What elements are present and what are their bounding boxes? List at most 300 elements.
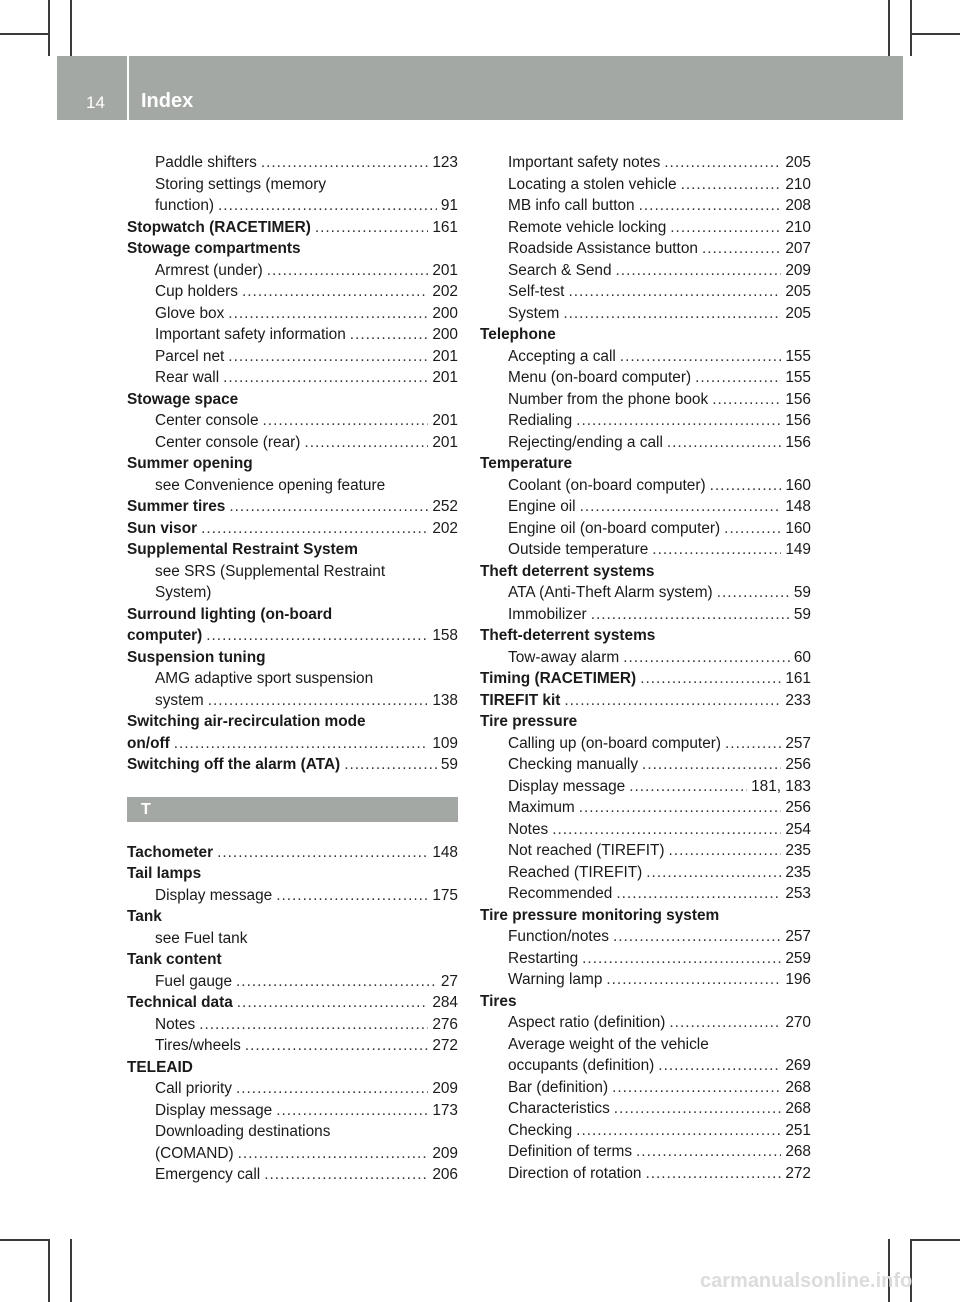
page-reference[interactable]: 276 [432, 1015, 458, 1033]
page-reference[interactable]: 254 [785, 820, 811, 838]
entry-text: system [155, 691, 204, 709]
index-column-right [480, 152, 811, 1184]
leader-dots [218, 195, 437, 217]
entry-text: Tires [480, 992, 517, 1010]
index-subentry[interactable] [127, 281, 458, 303]
crop-mark [910, 0, 912, 56]
leader-dots [263, 410, 429, 432]
index-subentry [127, 475, 458, 497]
index-column-left [127, 152, 458, 1186]
entry-text: Armrest (under) [155, 261, 263, 279]
leader-dots [642, 754, 781, 776]
index-subentry[interactable] [480, 367, 811, 389]
entry-text: Notes [155, 1015, 196, 1033]
page-reference[interactable]: 268 [785, 1143, 811, 1160]
entry-text: Search & Send [508, 261, 612, 279]
page-reference[interactable]: 256 [785, 799, 811, 816]
index-subentry [480, 1034, 811, 1056]
index-subentry[interactable] [480, 797, 811, 819]
index-subentry[interactable] [480, 518, 811, 540]
page-reference[interactable]: 155 [785, 347, 811, 365]
entry-text: Notes [508, 820, 549, 838]
entry-text: Accepting a call [508, 347, 616, 365]
entry-text: see Convenience opening feature [155, 476, 386, 494]
page-reference[interactable]: 200 [432, 304, 458, 322]
leader-dots [237, 992, 429, 1014]
page-reference[interactable]: 206 [432, 1166, 458, 1183]
page-reference[interactable]: 205 [785, 154, 811, 171]
leader-dots [658, 1055, 781, 1077]
page-reference[interactable]: 155 [785, 369, 811, 386]
page-reference[interactable]: 210 [785, 218, 811, 236]
leader-dots [725, 733, 781, 755]
page-reference[interactable]: 207 [785, 240, 811, 257]
leader-dots [616, 260, 782, 282]
index-subentry[interactable] [480, 346, 811, 368]
entry-text: Display message [508, 777, 626, 795]
index-subentry[interactable] [480, 217, 811, 239]
crop-mark [888, 0, 890, 56]
entry-text: see SRS (Supplemental Restraint [155, 562, 386, 580]
entry-text: ATA (Anti-Theft Alarm system) [508, 584, 713, 601]
page-reference[interactable]: 160 [785, 476, 811, 494]
index-subentry[interactable] [480, 582, 811, 604]
index-subentry[interactable] [480, 1055, 811, 1077]
index-subentry[interactable] [127, 346, 458, 368]
index-entry[interactable] [127, 625, 458, 647]
page-reference[interactable]: 202 [432, 283, 458, 300]
index-subentry[interactable] [127, 152, 458, 174]
crop-mark [910, 33, 960, 35]
index-subentry[interactable] [127, 195, 458, 217]
index-subentry[interactable] [480, 604, 811, 626]
entry-text: Not reached (TIREFIT) [508, 842, 665, 859]
leader-dots [201, 518, 428, 540]
leader-dots [564, 690, 781, 712]
page-reference[interactable]: 201 [432, 433, 458, 451]
page-reference[interactable]: 123 [432, 154, 458, 171]
page-reference[interactable]: 149 [785, 541, 811, 558]
index-entry [127, 906, 458, 928]
page-reference[interactable]: 200 [432, 326, 458, 343]
index-subentry[interactable] [127, 690, 458, 712]
entry-text: Rejecting/ending a call [508, 433, 663, 451]
entry-text: Locating a stolen vehicle [508, 175, 677, 193]
index-subentry [127, 928, 458, 950]
index-subentry[interactable] [127, 324, 458, 346]
page-reference[interactable]: 91 [440, 197, 458, 214]
page-reference[interactable]: 175 [432, 886, 458, 904]
entry-text: Tail lamps [127, 865, 202, 882]
leader-dots [552, 819, 781, 841]
index-subentry[interactable] [480, 238, 811, 260]
page-reference[interactable]: 181, 183 [751, 777, 811, 795]
leader-dots [315, 217, 428, 239]
page-number: 14 [86, 93, 105, 112]
leader-dots [217, 842, 428, 864]
page-reference[interactable]: 109 [432, 734, 458, 752]
page-reference[interactable]: 201 [432, 412, 458, 429]
leader-dots [640, 668, 781, 690]
leader-dots [652, 539, 781, 561]
entry-text: Paddle shifters [155, 154, 257, 171]
index-entry [480, 561, 811, 583]
leader-dots [568, 281, 781, 303]
crop-mark [0, 33, 50, 35]
entry-text: Glove box [155, 304, 225, 322]
entry-text: Suspension tuning [127, 648, 266, 666]
page-reference[interactable]: 156 [785, 433, 811, 451]
index-subentry[interactable] [480, 303, 811, 325]
entry-text: on/off [127, 734, 170, 752]
index-subentry[interactable] [480, 754, 811, 776]
leader-dots [681, 174, 782, 196]
entry-text: Center console (rear) [155, 433, 301, 451]
index-subentry[interactable] [480, 883, 811, 905]
leader-dots [623, 647, 790, 669]
entry-text: Warning lamp [508, 971, 603, 988]
leader-dots [710, 475, 782, 497]
index-subentry[interactable] [127, 1143, 458, 1165]
page-reference[interactable]: 209 [785, 261, 811, 279]
leader-dots [582, 948, 781, 970]
entry-text: Stowage space [127, 390, 239, 408]
leader-dots [616, 883, 781, 905]
page-reference[interactable]: 138 [432, 691, 458, 709]
leader-dots [695, 367, 781, 389]
crop-mark [48, 0, 50, 56]
entry-text: MB info call button [508, 197, 635, 214]
page-reference[interactable]: 253 [785, 885, 811, 902]
page-reference[interactable]: 209 [432, 1144, 458, 1162]
page-reference[interactable]: 268 [785, 1100, 811, 1117]
entry-text: Emergency call [155, 1166, 261, 1183]
index-entry [480, 991, 811, 1013]
entry-text: Display message [155, 886, 273, 904]
page-reference[interactable]: 235 [785, 863, 811, 881]
page-reference[interactable]: 60 [793, 648, 811, 666]
index-entry [127, 604, 458, 626]
page-reference[interactable]: 27 [440, 972, 458, 990]
page-reference[interactable]: 251 [785, 1121, 811, 1139]
leader-dots [612, 1077, 781, 1099]
entry-text: Switching off the alarm (ATA) [127, 756, 341, 773]
page-reference[interactable]: 210 [785, 175, 811, 193]
entry-text: Immobilizer [508, 605, 587, 623]
entry-text: Checking [508, 1121, 573, 1139]
index-entry [127, 863, 458, 885]
crop-mark [910, 1239, 960, 1241]
page-reference[interactable]: 256 [785, 756, 811, 773]
entry-text: Remote vehicle locking [508, 218, 667, 236]
entry-text: Stopwatch (RACETIMER) [127, 218, 311, 236]
entry-text: Checking manually [508, 756, 639, 773]
entry-text: Engine oil (on-board computer) [508, 519, 721, 537]
index-subentry[interactable] [127, 1100, 458, 1122]
index-entry[interactable] [127, 754, 458, 776]
entry-text: Tachometer [127, 843, 214, 861]
index-subentry[interactable] [480, 389, 811, 411]
entry-text: Supplemental Restraint System [127, 541, 358, 558]
index-subentry [127, 1121, 458, 1143]
leader-dots [639, 195, 782, 217]
leader-dots [667, 432, 781, 454]
entry-text: Recommended [508, 885, 613, 902]
crop-mark [0, 1239, 50, 1241]
page-reference[interactable]: 205 [785, 283, 811, 300]
index-subentry[interactable] [480, 260, 811, 282]
index-subentry[interactable] [480, 539, 811, 561]
index-entry [127, 238, 458, 260]
entry-text: see Fuel tank [155, 929, 248, 947]
entry-text: Fuel gauge [155, 972, 233, 990]
leader-dots [629, 776, 747, 798]
index-subentry[interactable] [480, 432, 811, 454]
entry-text: Timing (RACETIMER) [480, 670, 637, 687]
page-reference[interactable]: 148 [432, 843, 458, 861]
page-reference[interactable]: 272 [432, 1037, 458, 1054]
index-entry [480, 324, 811, 346]
leader-dots [712, 389, 781, 411]
section-title: Index [141, 90, 194, 112]
index-subentry[interactable] [480, 840, 811, 862]
index-entry [480, 905, 811, 927]
page-reference[interactable]: 259 [785, 949, 811, 967]
index-subentry [127, 174, 458, 196]
entry-text: Tank [127, 908, 162, 925]
index-subentry[interactable] [480, 1163, 811, 1185]
crop-mark [48, 1239, 50, 1302]
index-subentry[interactable] [127, 971, 458, 993]
page-reference[interactable]: 235 [785, 842, 811, 859]
index-entry[interactable] [127, 518, 458, 540]
leader-dots [228, 303, 428, 325]
index-subentry[interactable] [127, 1078, 458, 1100]
entry-text: Function/notes [508, 928, 609, 945]
entry-text: Theft-deterrent systems [480, 627, 656, 644]
index-subentry[interactable] [480, 281, 811, 303]
index-entry [127, 949, 458, 971]
page-reference[interactable]: 272 [785, 1164, 811, 1182]
page-reference[interactable]: 156 [785, 412, 811, 429]
entry-text: Sun visor [127, 519, 198, 537]
entry-text: Temperature [480, 455, 573, 472]
page-reference[interactable]: 268 [785, 1078, 811, 1096]
leader-dots [245, 1035, 428, 1057]
leader-dots [724, 518, 781, 540]
page-reference[interactable]: 59 [793, 605, 811, 623]
leader-dots [261, 152, 429, 174]
index-subentry[interactable] [480, 647, 811, 669]
entry-text: Menu (on-board computer) [508, 369, 692, 386]
index-subentry[interactable] [480, 152, 811, 174]
leader-dots [242, 281, 428, 303]
leader-dots [576, 410, 781, 432]
page-reference[interactable]: 148 [785, 498, 811, 515]
leader-dots [576, 1120, 781, 1142]
leader-dots [350, 324, 429, 346]
entry-text: Redialing [508, 412, 573, 429]
page-reference[interactable]: 202 [432, 519, 458, 537]
leader-dots [276, 885, 428, 907]
entry-text: Switching air-recirculation mode [127, 713, 366, 730]
index-entry[interactable] [127, 733, 458, 755]
entry-text: Coolant (on-board computer) [508, 476, 706, 494]
page-reference[interactable]: 208 [785, 197, 811, 214]
index-subentry[interactable] [480, 1120, 811, 1142]
index-subentry[interactable] [480, 948, 811, 970]
page-reference[interactable]: 196 [785, 971, 811, 988]
index-subentry[interactable] [480, 733, 811, 755]
entry-text: Stowage compartments [127, 240, 301, 257]
index-entry[interactable] [127, 496, 458, 518]
leader-dots [580, 496, 782, 518]
page-reference[interactable]: 205 [785, 304, 811, 322]
index-subentry[interactable] [480, 926, 811, 948]
entry-text: (COMAND) [155, 1144, 234, 1162]
leader-dots [646, 862, 781, 884]
leader-dots [702, 238, 781, 260]
page-reference[interactable]: 209 [432, 1080, 458, 1097]
index-entry[interactable] [127, 842, 458, 864]
page-reference[interactable]: 201 [432, 369, 458, 386]
page-reference[interactable]: 257 [785, 928, 811, 945]
page-reference[interactable]: 284 [432, 994, 458, 1011]
index-subentry[interactable] [127, 885, 458, 907]
leader-dots [645, 1163, 781, 1185]
index-entry [480, 625, 811, 647]
leader-dots [664, 152, 781, 174]
page-reference[interactable]: 160 [785, 519, 811, 537]
index-entry[interactable] [480, 668, 811, 690]
leader-dots [206, 625, 428, 647]
index-subentry[interactable] [127, 367, 458, 389]
entry-text: Tire pressure [480, 713, 578, 730]
page-reference[interactable]: 156 [785, 390, 811, 408]
index-subentry[interactable] [480, 174, 811, 196]
entry-text: Theft deterrent systems [480, 562, 655, 580]
entry-text: Center console [155, 412, 259, 429]
index-subentry[interactable] [480, 862, 811, 884]
page-reference[interactable]: 201 [432, 347, 458, 365]
index-subentry[interactable] [480, 195, 811, 217]
index-subentry[interactable] [127, 410, 458, 432]
leader-dots [344, 754, 437, 776]
entry-text: Direction of rotation [508, 1164, 642, 1182]
index-subentry[interactable] [480, 776, 811, 798]
page-reference[interactable]: 161 [432, 218, 458, 236]
entry-text: Maximum [508, 799, 575, 816]
index-subentry[interactable] [480, 1012, 811, 1034]
index-subentry [127, 561, 458, 583]
leader-dots [606, 969, 781, 991]
entry-text: function) [155, 197, 215, 214]
index-subentry[interactable] [480, 1077, 811, 1099]
leader-dots [613, 926, 781, 948]
index-subentry[interactable] [127, 303, 458, 325]
entry-text: Storing settings (memory [155, 175, 327, 193]
entry-text: Display message [155, 1101, 273, 1119]
entry-text: Self-test [508, 283, 565, 300]
index-entry[interactable] [127, 217, 458, 239]
page-reference[interactable]: 161 [785, 670, 811, 687]
index-entry[interactable] [127, 992, 458, 1014]
index-entry [127, 647, 458, 669]
letter-heading: T [127, 797, 458, 822]
index-subentry[interactable] [480, 1141, 811, 1163]
index-subentry[interactable] [127, 1164, 458, 1186]
page-reference[interactable]: 59 [793, 584, 811, 601]
page-reference[interactable]: 201 [432, 261, 458, 279]
leader-dots [563, 303, 781, 325]
page-reference[interactable]: 270 [785, 1014, 811, 1031]
entry-text: TIREFIT kit [480, 691, 561, 709]
entry-text: Cup holders [155, 283, 238, 300]
index-entry[interactable] [480, 690, 811, 712]
entry-text: Technical data [127, 994, 233, 1011]
leader-dots [236, 1078, 428, 1100]
page-reference[interactable]: 257 [785, 734, 811, 752]
index-subentry[interactable] [127, 1035, 458, 1057]
entry-text: Calling up (on-board computer) [508, 734, 722, 752]
entry-text: System) [155, 584, 212, 601]
entry-text: occupants (definition) [508, 1057, 655, 1074]
index-subentry[interactable] [480, 1098, 811, 1120]
page-reference[interactable]: 59 [440, 756, 458, 773]
index-subentry[interactable] [480, 819, 811, 841]
leader-dots [236, 971, 437, 993]
leader-dots [276, 1100, 428, 1122]
index-entry [480, 711, 811, 733]
entry-text: Tires/wheels [155, 1037, 241, 1054]
leader-dots [717, 582, 790, 604]
leader-dots [591, 604, 790, 626]
entry-text: Summer opening [127, 455, 253, 472]
entry-text: Tank content [127, 951, 222, 968]
index-entry [127, 453, 458, 475]
index-subentry[interactable] [480, 410, 811, 432]
index-subentry[interactable] [127, 432, 458, 454]
page-reference[interactable]: 173 [432, 1101, 458, 1119]
index-subentry[interactable] [480, 496, 811, 518]
entry-text: Bar (definition) [508, 1078, 609, 1096]
leader-dots [620, 346, 782, 368]
entry-text: Important safety information [155, 326, 346, 343]
page-reference[interactable]: 233 [785, 691, 811, 709]
entry-text: TELEAID [127, 1058, 193, 1076]
index-subentry[interactable] [480, 475, 811, 497]
page-reference[interactable]: 269 [785, 1057, 811, 1074]
entry-text: Tow-away alarm [508, 648, 620, 666]
watermark: carmanualsonline.info [700, 1270, 913, 1292]
index-entry [127, 711, 458, 733]
leader-dots [264, 1164, 428, 1186]
page-reference[interactable]: 158 [432, 627, 458, 644]
entry-text: Engine oil [508, 498, 576, 515]
leader-dots [669, 1012, 781, 1034]
index-subentry[interactable] [480, 969, 811, 991]
page-reference[interactable]: 252 [432, 498, 458, 515]
entry-text: Parcel net [155, 347, 225, 365]
index-subentry[interactable] [127, 1014, 458, 1036]
index-entry [480, 453, 811, 475]
crop-mark [70, 1239, 72, 1302]
entry-text: Aspect ratio (definition) [508, 1014, 666, 1031]
index-subentry[interactable] [127, 260, 458, 282]
entry-text: System [508, 304, 560, 322]
entry-text: Definition of terms [508, 1143, 633, 1160]
leader-dots [223, 367, 428, 389]
